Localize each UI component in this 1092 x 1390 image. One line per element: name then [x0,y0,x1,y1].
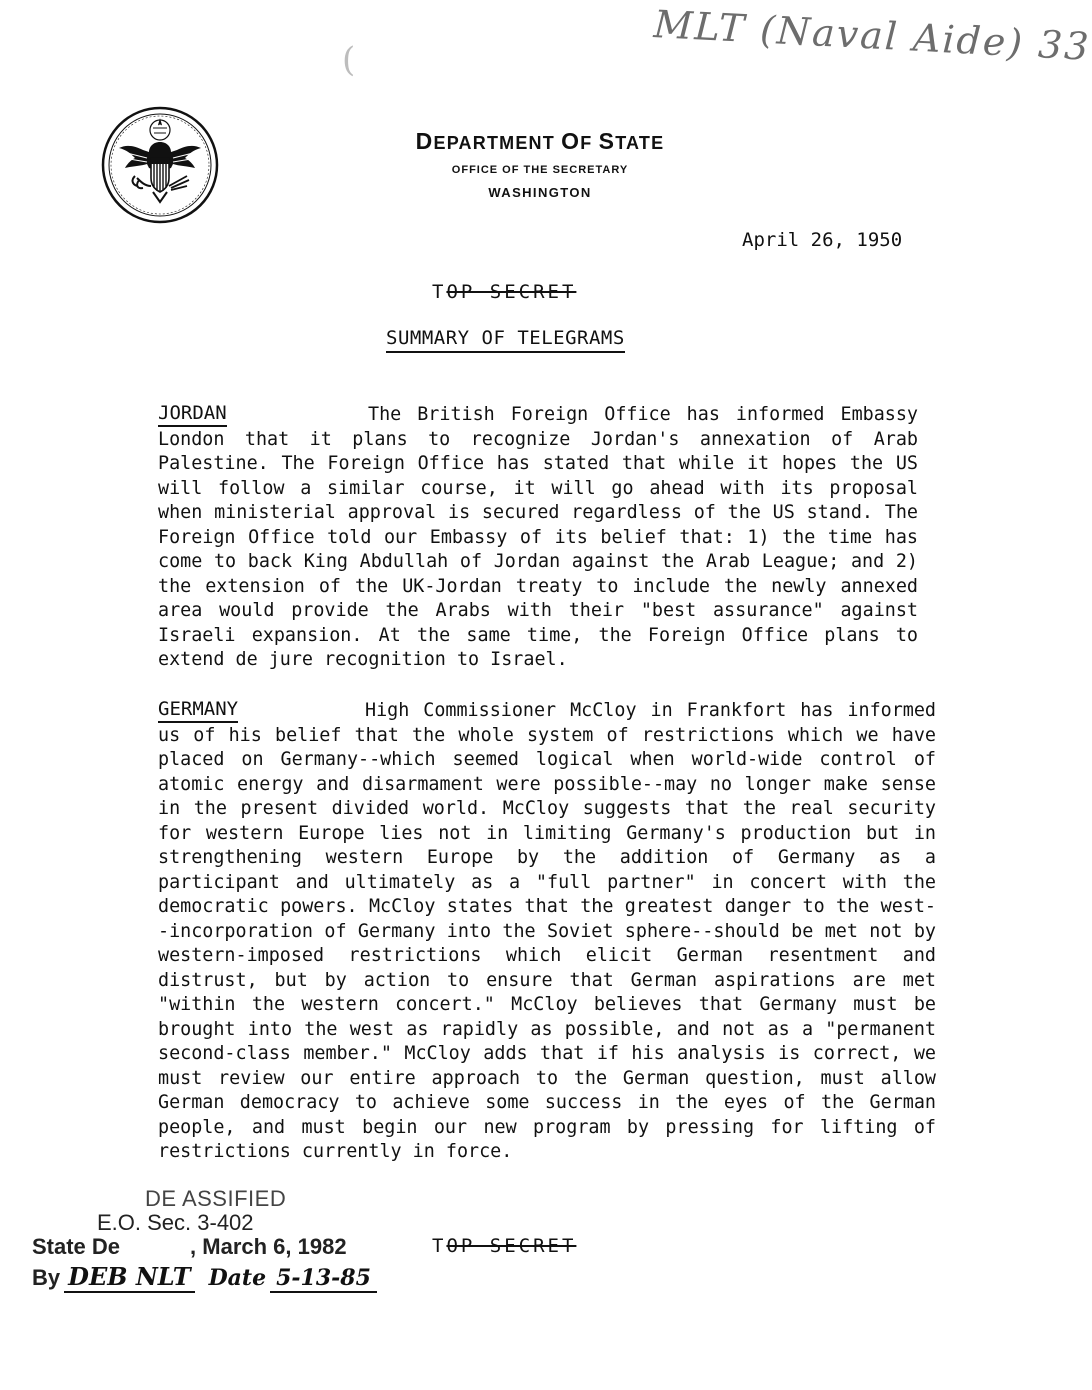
document-date: April 26, 1950 [742,229,903,251]
stamp-date-value: 5-13-85 [270,1265,377,1293]
stamp-signature: DEB NLT [64,1262,194,1293]
stamp-date-label: Date [208,1265,267,1291]
classification-marking-top [432,281,576,303]
stamp-state-label: State De [32,1234,121,1259]
office-name: OFFICE OF THE SECRETARY [451,164,629,176]
section-label-germany-text: GERMANY [158,698,238,723]
declassified-stamp-line4 [32,1262,377,1291]
stamp-by-label: By [32,1265,61,1290]
jordan-paragraph-text: The British Foreign Office has informed Embassy London that it plans to recognize Jordan's annexation of Arab Palestine. The Foreign Office has stated that while it hopes the US will follow a similar course, it will go ahead with its proposal when ministerial approval is secured regardless of the US stand. The Foreign Office told our Embassy of its belief that: 1) the time has come to back King Abdullah of Jordan against the Arab League; and 2) the extension of the UK-Jordan treaty to include the newly annexed area would provide the Arabs with their "best assurance" against Israeli expansion. At the same time, the Foreign Office plans to extend de jure recognition to Israel. [158,404,918,670]
document-title-text: SUMMARY OF TELEGRAMS [386,327,625,353]
letterhead [415,128,665,200]
germany-paragraph-text: High Commissioner McCloy in Frankfort has informed us of his belief that the whole system of restrictions which we have placed on Germany--which seemed logical when world-wide control of atomic energy and disarmament were possible--may no longer make sense in the present divided world. McCloy suggests that the real security for western Europe lies not in limiting Germany's production but in strengthening western Europe by the addition of Germany as a participant and ultimately as a "full partner" in concert with the democratic powers. McCloy states that the greatest danger to the west--incorporation of Germany into the Soviet sphere--should be met not by western-imposed restrictions which elicit German resentment and distrust, but by action to ensure that German aspirations are met "within the western concert." McCloy believes that Germany must be brought into the west as rapidly as possible, and not as a "permanent second-class member." McCloy adds that if his analysis is correct, we must review our entire approach to the German question, must allow German democracy to achieve some success in the eyes of the German people, and must begin our new program by pressing for lifting of restrictions currently in force. [158,700,936,1162]
section-label-jordan-text: JORDAN [158,402,227,427]
classification-kept-letter: T [432,1235,447,1257]
stamp-state-date: , March 6, 1982 [190,1234,347,1259]
section-label-jordan [158,402,227,427]
declassified-stamp-line2: E.O. Sec. 3-402 [97,1210,254,1235]
classification-kept-letter: T [432,281,447,303]
section-label-germany [158,698,238,723]
handwritten-mark: ( [342,40,356,80]
jordan-paragraph [158,403,918,673]
germany-paragraph [158,699,936,1165]
handwritten-archive-note: MLT (Naval Aide) 33 [652,2,1092,69]
great-seal-eagle-icon [101,106,219,224]
department-name: DEPARTMENT OF STATE [415,128,665,154]
classification-struck-text: OP SECRET [446,1235,577,1257]
city-name: WASHINGTON [488,185,592,200]
document-title [386,327,625,349]
classification-struck-text: OP SECRET [446,281,577,303]
declassified-stamp-line3 [32,1234,347,1260]
declassified-stamp-line1: DE ASSIFIED [145,1186,287,1211]
classification-marking-bottom [432,1235,576,1257]
